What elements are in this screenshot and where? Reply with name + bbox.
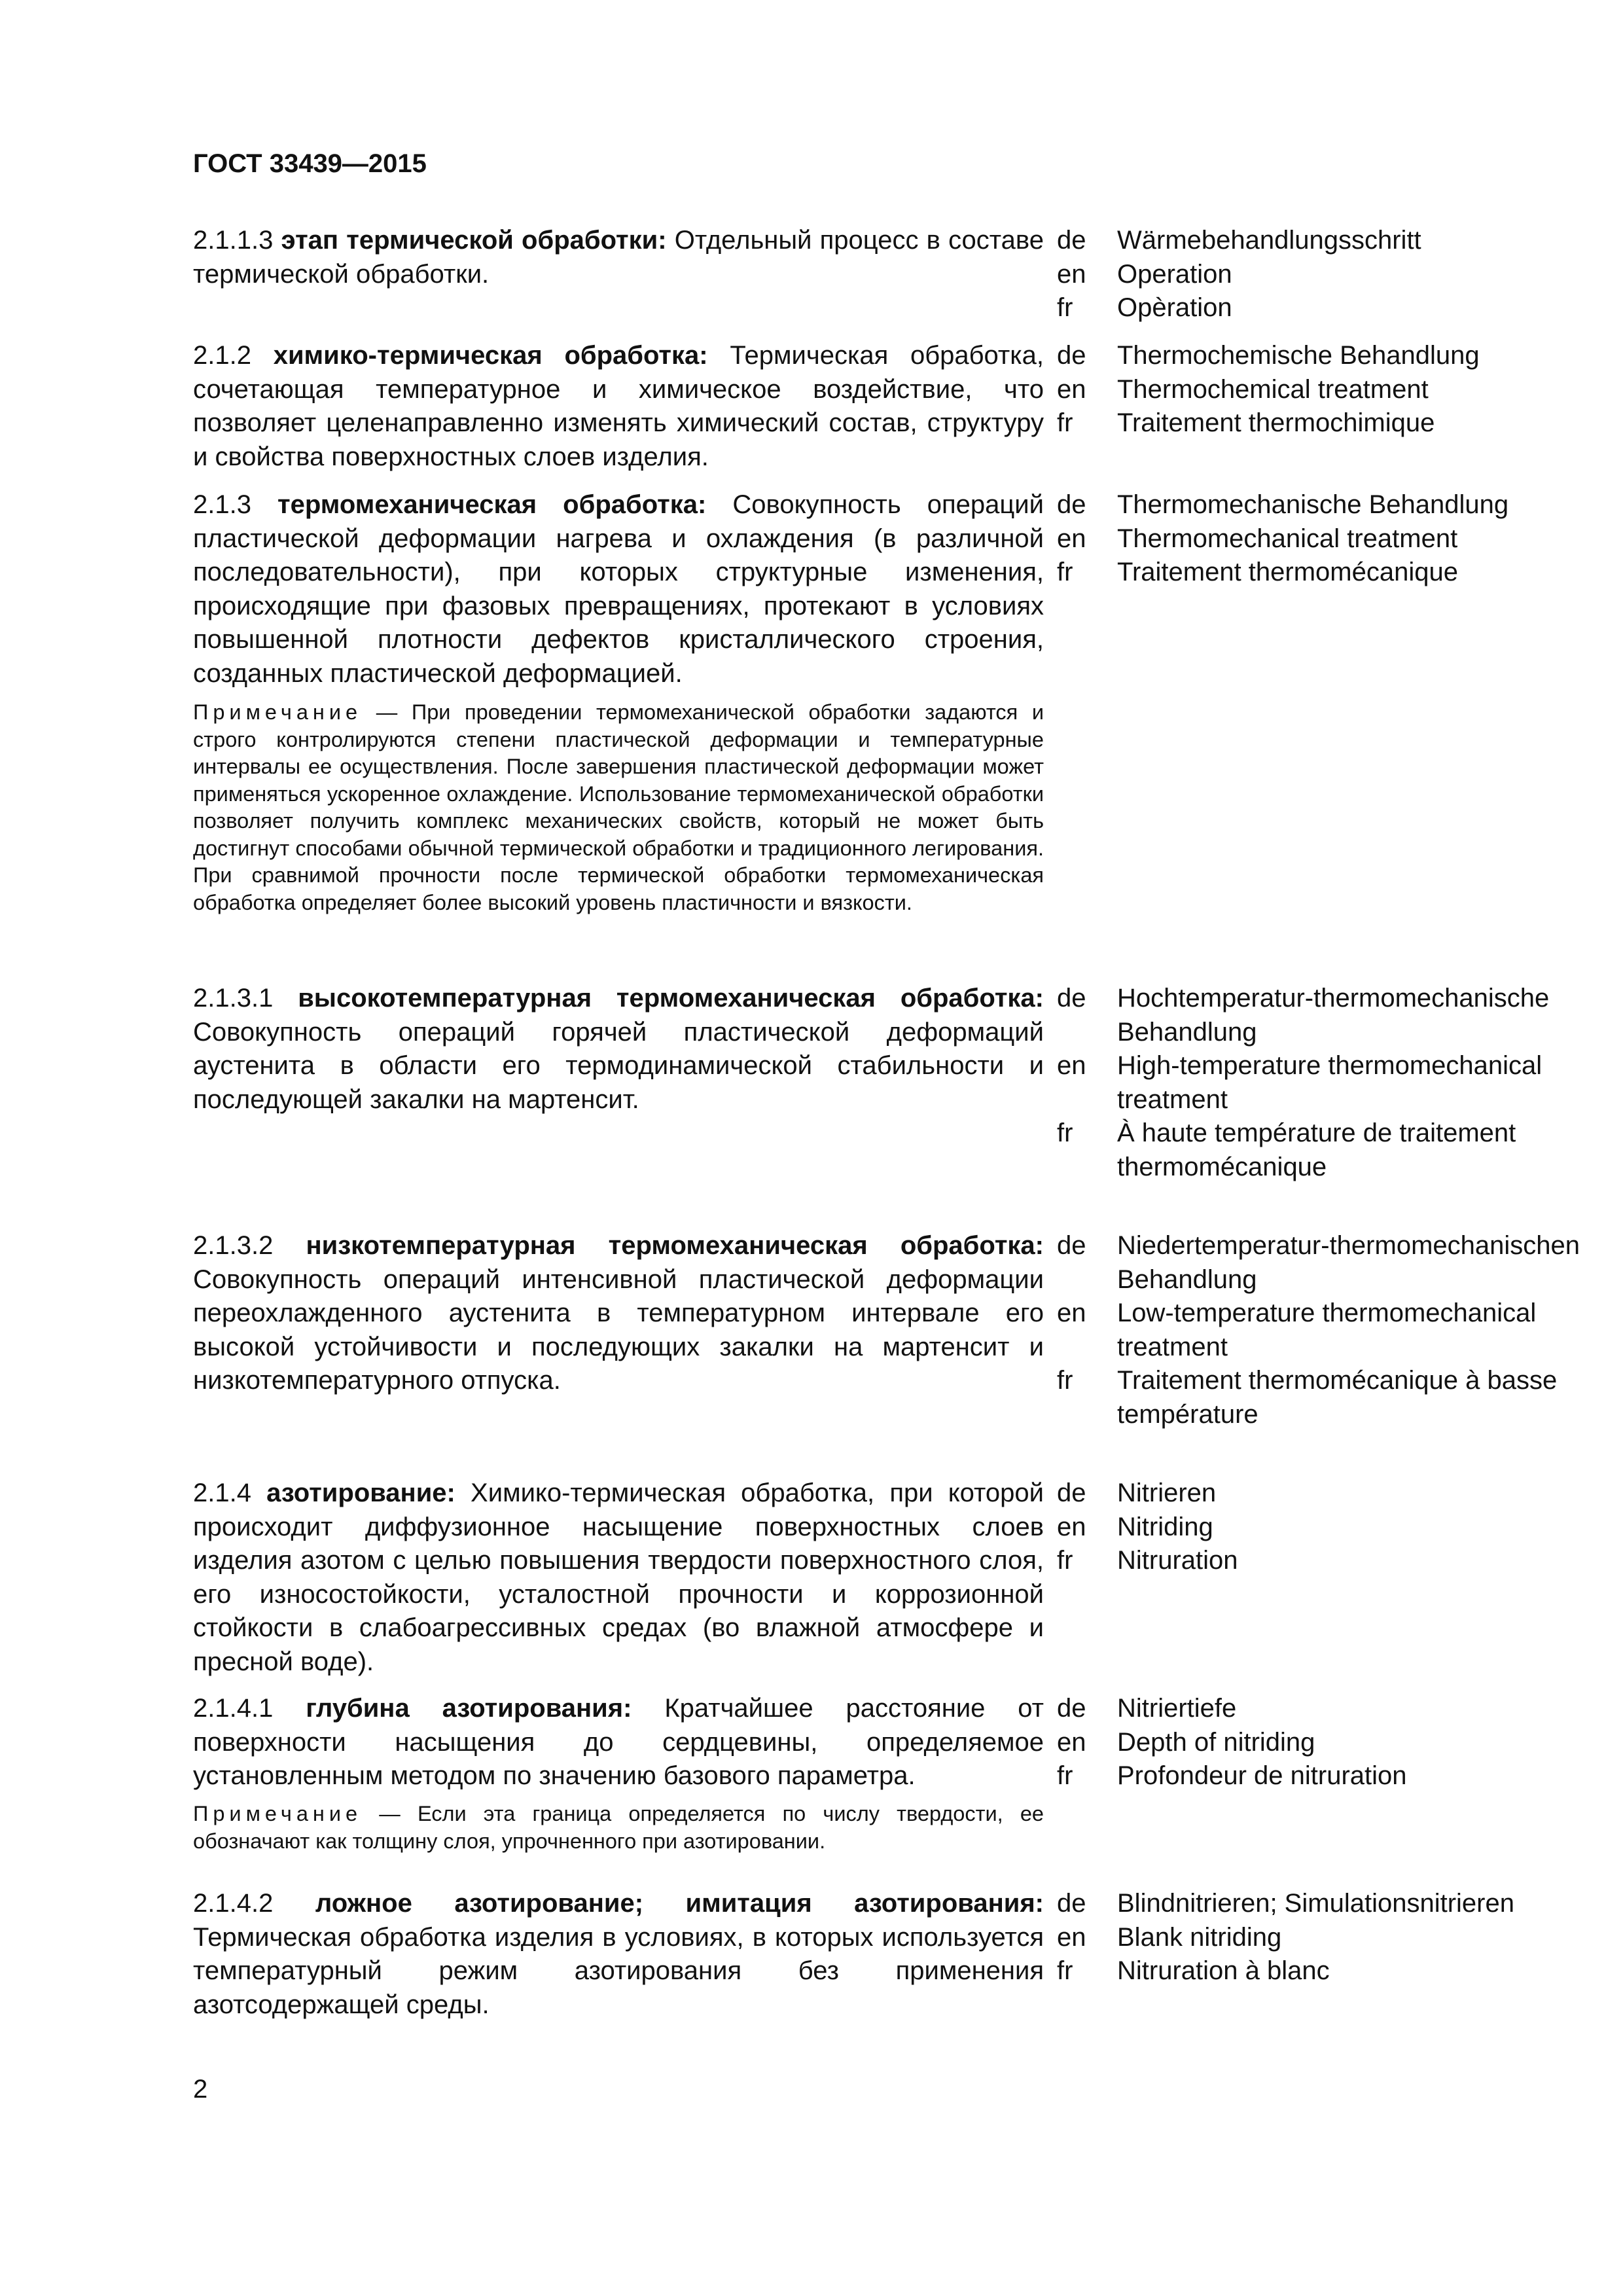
translation-text: High-temperature thermomechanical treatment [1117,1051,1543,1114]
translations [1057,1887,1580,1988]
translation-text: Low-temperature thermomechanical treatment [1117,1299,1537,1361]
note-label: Примечание [193,1802,363,1825]
lang-code: de [1057,226,1086,255]
lang-code: en [1057,1051,1086,1080]
translation-row [1057,373,1580,407]
translation-row [1057,1692,1580,1726]
term-name: низкотемпературная термомеханическая обработка: [306,1231,1044,1260]
lang-code: fr [1057,1366,1073,1395]
translation-text: Thermomechanical treatment [1117,524,1458,553]
translation-row [1057,1229,1580,1297]
translation-text: À haute température de traitement thermomécanique [1117,1119,1516,1181]
lang-code: de [1057,1479,1086,1507]
translation-text: Nitrieren [1117,1479,1217,1507]
translation-row [1057,1364,1580,1431]
term-definition: Отдельный процесс в составе термической обработки. [193,226,1044,289]
translations [1057,1477,1580,1578]
translation-row [1057,406,1580,440]
translation-row [1057,488,1580,522]
term-name: ложное азотирование; имитация азотирования: [315,1889,1044,1918]
term-name: высокотемпературная термомеханическая обработка: [298,984,1044,1013]
lang-code: en [1057,259,1086,289]
translation-row [1057,1544,1580,1578]
term-definition: Термическая обработка изделия в условиях, в которых используется температурный режим азотирования без применения азотсодержащей среды. [193,1922,1044,2019]
translations [1057,982,1580,1184]
translation-row [1057,522,1580,556]
lang-code: fr [1057,1546,1073,1575]
term-number: 2.1.1.3 [193,226,274,255]
term-number: 2.1.4 [193,1479,251,1507]
lang-code: de [1057,984,1086,1013]
term-text [193,224,1044,291]
page-number: 2 [193,2075,208,2104]
lang-code: en [1057,1512,1086,1541]
translation-text: Blindnitrieren; Simulationsnitrieren [1117,1889,1514,1918]
term-name: термомеханическая обработка: [277,490,707,519]
translation-row [1057,1297,1580,1364]
note-text [193,699,1044,916]
translation-row [1057,258,1580,292]
lang-code: fr [1057,293,1073,322]
translation-row [1057,1477,1580,1511]
translation-text: Opèration [1117,293,1232,322]
translation-text: Nitriertiefe [1117,1694,1237,1723]
translations [1057,1692,1580,1793]
term-name: этап термической обработки: [281,226,667,255]
term-name: азотирование: [266,1479,455,1507]
translation-row [1057,1759,1580,1793]
note-text [193,1801,1044,1855]
translation-text: Operation [1117,259,1232,289]
translation-row [1057,556,1580,590]
translation-text: Thermochemical treatment [1117,374,1429,404]
translations [1057,339,1580,440]
translation-text: Niedertemperatur-thermomechanischen Behandlung [1117,1231,1580,1294]
translation-text: Traitement thermomécanique à basse température [1117,1366,1558,1429]
term-text [193,1692,1044,1793]
term-number: 2.1.4.1 [193,1694,274,1723]
term-text [193,339,1044,474]
translation-row [1057,1887,1580,1921]
translation-text: Traitement thermochimique [1117,408,1435,437]
translation-text: Blank nitriding [1117,1922,1282,1952]
translation-text: Wärmebehandlungsschritt [1117,226,1421,255]
term-number: 2.1.3.2 [193,1231,274,1260]
lang-code: fr [1057,558,1073,586]
lang-code: fr [1057,1761,1073,1790]
lang-code: fr [1057,1119,1073,1147]
translations [1057,224,1580,325]
lang-code: en [1057,1299,1086,1327]
translation-text: Hochtemperatur-thermomechanische Behandlung [1117,984,1550,1047]
term-definition: Совокупность операций интенсивной пластической деформации переохлажденного аустенита в температурном интервале его высокой устойчивости и последующих закалки на мартенсит и низкотемпературного отпуска. [193,1265,1044,1395]
lang-code: de [1057,1694,1086,1723]
lang-code: fr [1057,1956,1073,1985]
translations [1057,488,1580,590]
term-definition: Совокупность операций пластической деформации нагрева и охлаждения (в различной последовательности), при которых структурные изменения, происходящие при фазовых превращениях, протекают в условиях повышенной плотности дефектов кристаллического строения, созданных пластической деформацией. [193,490,1044,688]
lang-code: en [1057,524,1086,553]
translation-text: Thermomechanische Behandlung [1117,490,1509,519]
translation-row [1057,1921,1580,1955]
translation-row [1057,224,1580,258]
document-header: ГОСТ 33439—2015 [193,149,427,178]
translations [1057,1229,1580,1431]
lang-code: fr [1057,408,1073,437]
lang-code: de [1057,1231,1086,1260]
translation-row [1057,1511,1580,1545]
translation-row [1057,291,1580,325]
translation-row [1057,1117,1580,1184]
term-definition: Термическая обработка, сочетающая температурное и химическое воздействие, что позволяет целенаправленно изменять химический состав, структуру и свойства поверхностных слоев изделия. [193,341,1044,471]
note-body: — Если эта граница определяется по числу твердости, ее обозначают как толщину слоя, упрочненного при азотировании. [193,1802,1044,1853]
translation-row [1057,1726,1580,1760]
translation-text: Depth of nitriding [1117,1727,1315,1757]
lang-code: de [1057,1889,1086,1918]
lang-code: en [1057,1922,1086,1952]
translation-row [1057,339,1580,373]
term-text [193,488,1044,691]
term-number: 2.1.2 [193,341,251,370]
translation-row [1057,1049,1580,1117]
lang-code: de [1057,341,1086,370]
term-text [193,1887,1044,2022]
lang-code: de [1057,490,1086,519]
lang-code: en [1057,374,1086,404]
term-definition: Химико-термическая обработка, при которой происходит диффузионное насыщение поверхностных слоев изделия азотом с целью повышения твердости поверхностного слоя, его износостойкости, усталостной прочности и коррозионной стойкости в слабоагрессивных средах (во влажной атмосфере и пресной воде). [193,1479,1044,1676]
translation-text: Traitement thermomécanique [1117,558,1458,586]
term-text [193,1477,1044,1679]
translation-text: Thermochemische Behandlung [1117,341,1480,370]
term-name: химико-термическая обработка: [273,341,708,370]
term-text [193,1229,1044,1398]
translation-row [1057,1954,1580,1988]
note-body: — При проведении термомеханической обработки задаются и строго контролируются степени пластической деформации и температурные интервалы ее осуществления. После завершения пластической деформации может применяться ускоренное охлаждение. Использование термомеханической обработки позволяет получить комплекс механических свойств, который не может быть достигнут способами обычной термической обработки и традиционного легирования. При сравнимой прочности после термической обработки термомеханическая обработка определяет более высокий уровень пластичности и вязкости. [193,700,1044,914]
note-label: Примечание [193,700,363,724]
translation-text: Nitruration [1117,1546,1238,1575]
term-definition: Кратчайшее расстояние от поверхности насыщения до сердцевины, определяемое установленным методом по значению базового параметра. [193,1694,1044,1790]
translation-text: Nitruration à blanc [1117,1956,1330,1985]
term-number: 2.1.3.1 [193,984,274,1013]
term-name: глубина азотирования: [306,1694,632,1723]
term-number: 2.1.4.2 [193,1889,274,1918]
term-text [193,982,1044,1117]
term-number: 2.1.3 [193,490,251,519]
lang-code: en [1057,1727,1086,1757]
term-definition: Совокупность операций горячей пластической деформаций аустенита в области его термодинамической стабильности и последующей закалки на мартенсит. [193,1017,1044,1114]
translation-text: Profondeur de nitruration [1117,1761,1407,1790]
translation-text: Nitriding [1117,1512,1213,1541]
translation-row [1057,982,1580,1049]
